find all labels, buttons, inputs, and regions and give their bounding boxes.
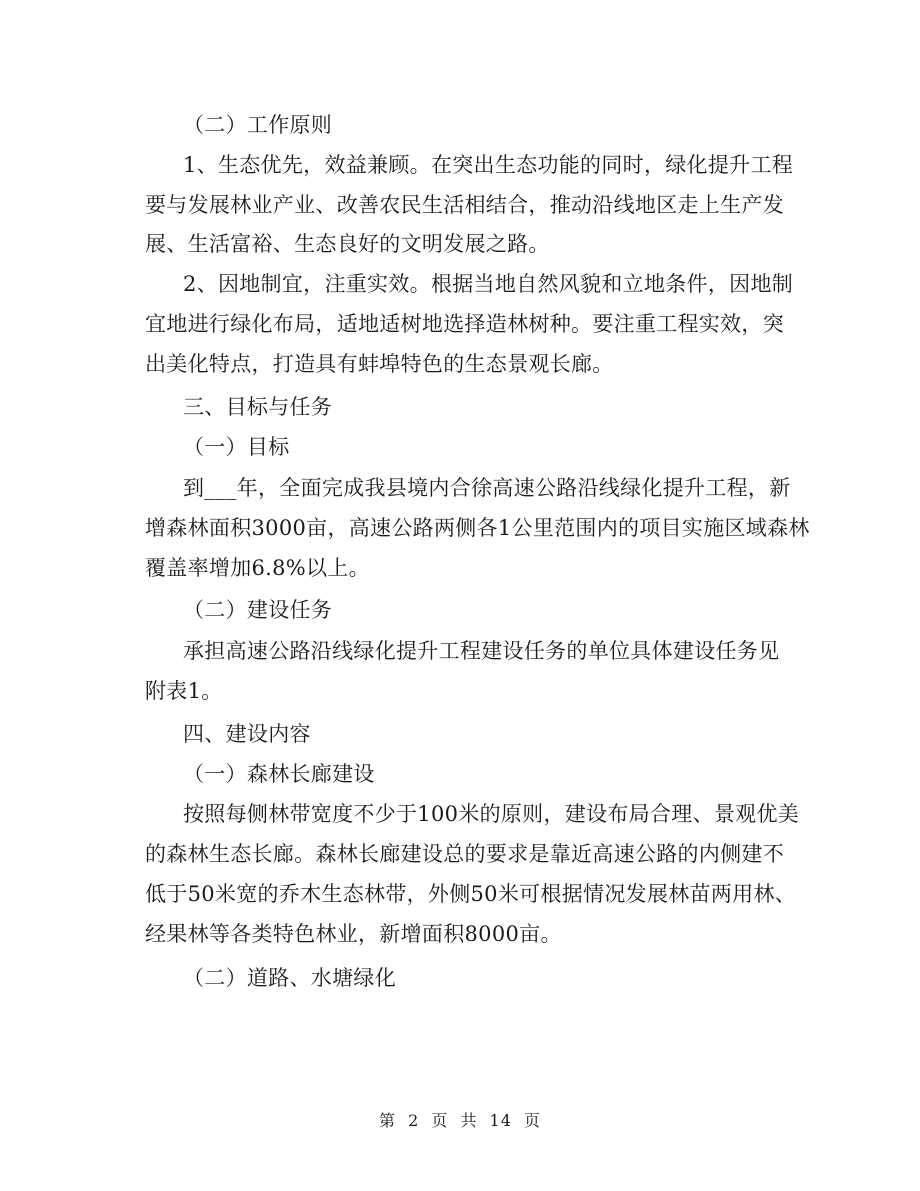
paragraph-line: 增森林面积3000亩，高速公路两侧各1公里范围内的项目实施区域森林: [145, 516, 810, 540]
section-heading: （二）建设任务: [183, 598, 333, 622]
paragraph-line: 低于50米宽的乔木生态林带，外侧50米可根据情况发展林苗两用林、: [145, 882, 797, 906]
paragraph-line: 1、生态优先，效益兼顾。在突出生态功能的同时，绿化提升工程: [183, 153, 794, 177]
section-heading: （一）目标: [183, 435, 290, 459]
paragraph-line: 按照每侧林带宽度不少于100米的原则，建设布局合理、景观优美: [183, 802, 800, 826]
paragraph-line: 2、因地制宜，注重实效。根据当地自然风貌和立地条件，因地制: [183, 272, 794, 296]
paragraph-line: 到___年，全面完成我县境内合徐高速公路沿线绿化提升工程，新: [183, 476, 791, 500]
paragraph-line: 附表1。: [145, 679, 223, 703]
section-heading: 三、目标与任务: [183, 395, 333, 419]
paragraph-line: 展、生活富裕、生态良好的文明发展之路。: [145, 232, 550, 256]
section-heading: 四、建设内容: [183, 722, 311, 746]
paragraph-line: 要与发展林业产业、改善农民生活相结合，推动沿线地区走上生产发: [145, 193, 784, 217]
section-heading: （二）道路、水塘绿化: [183, 966, 396, 990]
section-heading: （二）工作原则: [183, 113, 333, 137]
paragraph-line: 覆盖率增加6.8%以上。: [145, 556, 370, 580]
paragraph-line: 经果林等各类特色林业，新增面积8000亩。: [145, 922, 562, 946]
paragraph-line: 的森林生态长廊。森林长廊建设总的要求是靠近高速公路的内侧建不: [145, 842, 784, 866]
paragraph-line: 承担高速公路沿线绿化提升工程建设任务的单位具体建设任务见: [183, 639, 780, 663]
page-number-footer: 第 2 页 共 14 页: [379, 1111, 541, 1130]
section-heading: （一）森林长廊建设: [183, 762, 375, 786]
paragraph-line: 出美化特点，打造具有蚌埠特色的生态景观长廊。: [145, 352, 614, 376]
paragraph-line: 宜地进行绿化布局，适地适树地选择造林树种。要注重工程实效，突: [145, 312, 784, 336]
